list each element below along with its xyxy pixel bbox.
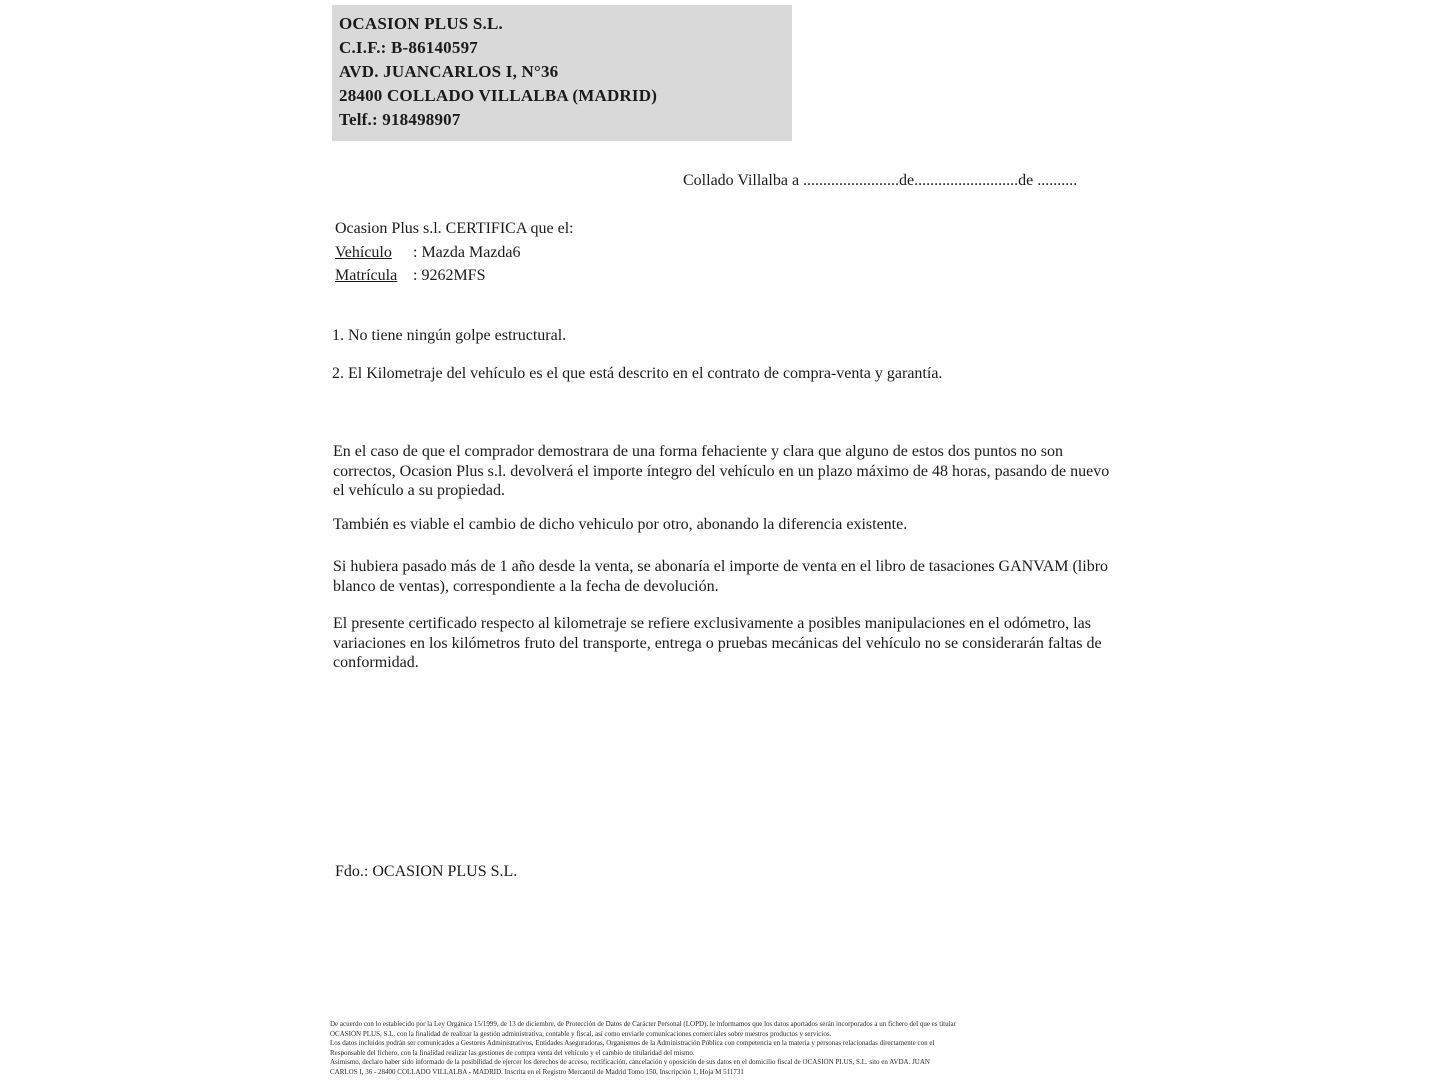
legal-line-1: De acuerdo con lo establecido por la Ley Orgánica 15/1999, de 13 de diciembre, de Protección de Datos de Carácter Personal (LOPD), le informamos que los datos aportados serán incorporados a un fichero del que es titular [330, 1020, 956, 1028]
certify-block [335, 217, 574, 288]
legal-footer [330, 1020, 1130, 1078]
vehicle-value: : Mazda Mazda6 [413, 243, 521, 261]
paragraph-refund: En el caso de que el comprador demostrara de una forma fehaciente y clara que alguno de estos dos puntos no son correctos, Ocasion Plus s.l. devolverá el importe íntegro del vehículo en un plazo máximo de 48 horas, pasando de nuevo el vehículo a su propiedad. [333, 443, 1110, 500]
paragraph-odometer: El presente certificado respecto al kilometraje se refiere exclusivamente a posibles manipulaciones en el odómetro, las variaciones en los kilómetros fruto del transporte, entrega o pruebas mecánicas del vehículo no se considerarán faltas de conformidad. [333, 615, 1102, 672]
date-line: Collado Villalba a ........................de..........................de .......... [683, 172, 1078, 189]
vehicle-label: Vehículo [335, 243, 392, 261]
condition-item-1: 1. No tiene ningún golpe estructural. [332, 327, 567, 344]
legal-line-2: OCASIÓN PLUS, S.L. con la finalidad de realizar la gestión administrativa, contable y fiscal, así como enviarle comunicaciones comerciales sobre nuestros productos y servicios. [330, 1029, 832, 1038]
company-name: OCASION PLUS S.L. [339, 14, 503, 33]
legal-line-5: Asimismo, declaro haber sido informado de la posibilidad de ejercer los derechos de acceso, rectificación, cancelación y oposición de sus datos en el domicilio fiscal de OCASIÓN PLUS, S.L. sito en AVDA. JUAN [330, 1058, 930, 1067]
legal-line-3: Los datos incluidos podrán ser comunicados a Gestores Administrativos, Entidades Aseguradoras, Organismos de la Administración Pública con competencia en la materia y personas relacionadas directamente con el [330, 1039, 935, 1048]
company-cif: C.I.F.: B-86140597 [339, 38, 478, 57]
paragraph-ganvam: Si hubiera pasado más de 1 año desde la venta, se abonaría el importe de venta en el libro de tasaciones GANVAM (libro blanco de ventas), correspondiente a la fecha de devolución. [333, 558, 1109, 595]
plate-value: : 9262MFS [413, 267, 486, 284]
legal-line-4: Responsable del fichero, con la finalidad realizar las gestiones de compra venta del vehículo y el cambio de titularidad del mismo. [330, 1048, 695, 1057]
condition-item-2: 2. El Kilometraje del vehículo es el que está descrito en el contrato de compra-venta y garantía. [332, 365, 943, 382]
plate-label: Matrícula [335, 267, 398, 284]
vehicle-line [335, 241, 574, 265]
signature-line: Fdo.: OCASION PLUS S.L. [335, 863, 518, 880]
company-city: 28400 COLLADO VILLALBA (MADRID) [339, 86, 658, 105]
letterhead-box [332, 5, 792, 141]
company-address: AVD. JUANCARLOS I, N°36 [339, 62, 559, 81]
company-phone: Telf.: 918498907 [339, 110, 461, 129]
paragraph-exchange: También es viable el cambio de dicho vehiculo por otro, abonando la diferencia existente. [333, 516, 908, 533]
legal-line-6: CARLOS I, 36 - 28400 COLLADO VILLALBA - MADRID. Inscrita en el Registro Mercantil de Madrid Tomo 150, Inscripción 1, Hoja M 511731 [330, 1067, 744, 1076]
certify-intro: Ocasion Plus s.l. CERTIFICA que el: [335, 220, 574, 237]
plate-line [335, 264, 574, 288]
